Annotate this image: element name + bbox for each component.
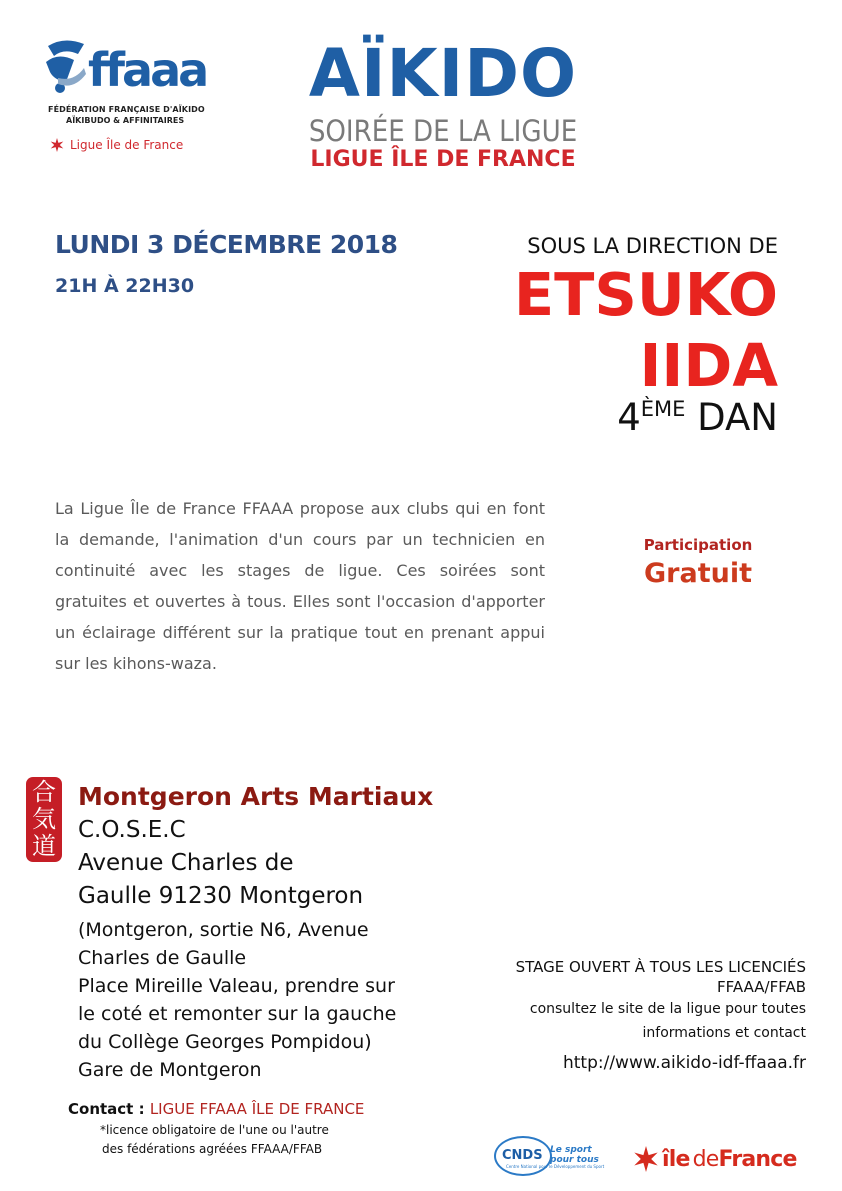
venue-directions: Charles de Gaulle [78, 947, 247, 969]
venue-directions: (Montgeron, sortie N6, Avenue [78, 919, 369, 941]
licence-note: *licence obligatoire de l'une ou l'autre [100, 1123, 329, 1137]
cnds-tagline [550, 1145, 599, 1165]
ffaaa-wordmark: ffaaa [88, 43, 207, 97]
grade-number: 4 [617, 396, 641, 439]
participation-value: Gratuit [644, 558, 752, 589]
star-icon [633, 1146, 659, 1172]
instructor-last-name: IIDA [639, 331, 778, 400]
venue-block [78, 780, 478, 1084]
contact-value: LIGUE FFAAA ÎLE DE FRANCE [149, 1100, 365, 1118]
grade-unit: DAN [697, 396, 778, 439]
cnds-name: CNDS [502, 1148, 543, 1163]
stage-line: informations et contact [642, 1025, 806, 1041]
idf-word-de [693, 1147, 797, 1172]
cnds-logo [494, 1132, 605, 1180]
event-time: 21H À 22H30 [55, 275, 195, 297]
website-link[interactable]: http://www.aikido-idf-ffaaa.fr [562, 1053, 806, 1073]
event-date: LUNDI 3 DÉCEMBRE 2018 [55, 230, 398, 259]
cnds-small-text: Centre National pour le Développement du Sport [506, 1164, 605, 1169]
idf-de: de [692, 1146, 719, 1172]
direction-label: SOUS LA DIRECTION DE [527, 234, 778, 258]
cnds-tag-line: pour tous [550, 1155, 599, 1165]
idf-france: France [718, 1146, 797, 1172]
contact-label: Contact : [68, 1100, 145, 1118]
event-description: La Ligue Île de France FFAAA propose aux clubs qui en font la demande, l'animation d'un cours par un technicien en continuité avec les stages de ligue. Ces soirées sont gratuites et ouvertes à tous. Elles sont l'occasion d'apporter un éclairage différent sur la pratique tout en prenant appui sur les kihons-waza. [55, 499, 545, 673]
ligue-label [50, 138, 183, 152]
federation-line-1: FÉDÉRATION FRANÇAISE D'AÏKIDO [48, 105, 205, 114]
stage-line: consultez le site de la ligue pour toutes [529, 1001, 806, 1017]
venue-directions: du Collège Georges Pompidou) [78, 1031, 372, 1053]
kanji-char: 道 [32, 832, 56, 860]
participation-label: Participation [643, 536, 753, 554]
page-subtitle: SOIRÉE DE LA LIGUE [308, 114, 578, 148]
kanji-char: 合 [32, 778, 56, 806]
venue-line: Avenue Charles de [78, 850, 294, 876]
contact-line [68, 1100, 364, 1118]
stage-line: STAGE OUVERT À TOUS LES LICENCIÉS [515, 958, 806, 976]
cnds-tag-line: Le sport [550, 1145, 592, 1155]
venue-line: Gaulle 91230 Montgeron [78, 883, 364, 909]
grade-suffix: ÈME [640, 397, 686, 421]
venue-directions: Place Mireille Valeau, prendre sur [78, 975, 395, 997]
venue-club: Montgeron Arts Martiaux [78, 782, 434, 811]
venue-directions: Gare de Montgeron [78, 1059, 262, 1081]
aikido-kanji-badge [26, 777, 62, 862]
instructor-first-name: ETSUKO [513, 260, 778, 329]
idf-word: île [662, 1146, 690, 1172]
licence-note: des fédérations agréées FFAAA/FFAB [102, 1142, 323, 1156]
iledefrance-logo [633, 1142, 797, 1176]
stage-info [436, 957, 806, 1073]
ligue-text: Ligue Île de France [70, 138, 184, 152]
instructor-grade [617, 396, 778, 439]
federation-line-2: AÏKIBUDO & AFFINITAIRES [66, 116, 185, 125]
venue-directions: le coté et remonter sur la gauche [78, 1003, 397, 1025]
ffaaa-logo [44, 38, 214, 163]
ligue-heading: LIGUE ÎLE DE FRANCE [310, 147, 576, 172]
kanji-char: 気 [32, 805, 56, 833]
page-title: AÏKIDO [308, 35, 578, 112]
stage-line: FFAAA/FFAB [717, 978, 806, 996]
star-icon [50, 138, 64, 152]
venue-line: C.O.S.E.C [78, 817, 186, 843]
